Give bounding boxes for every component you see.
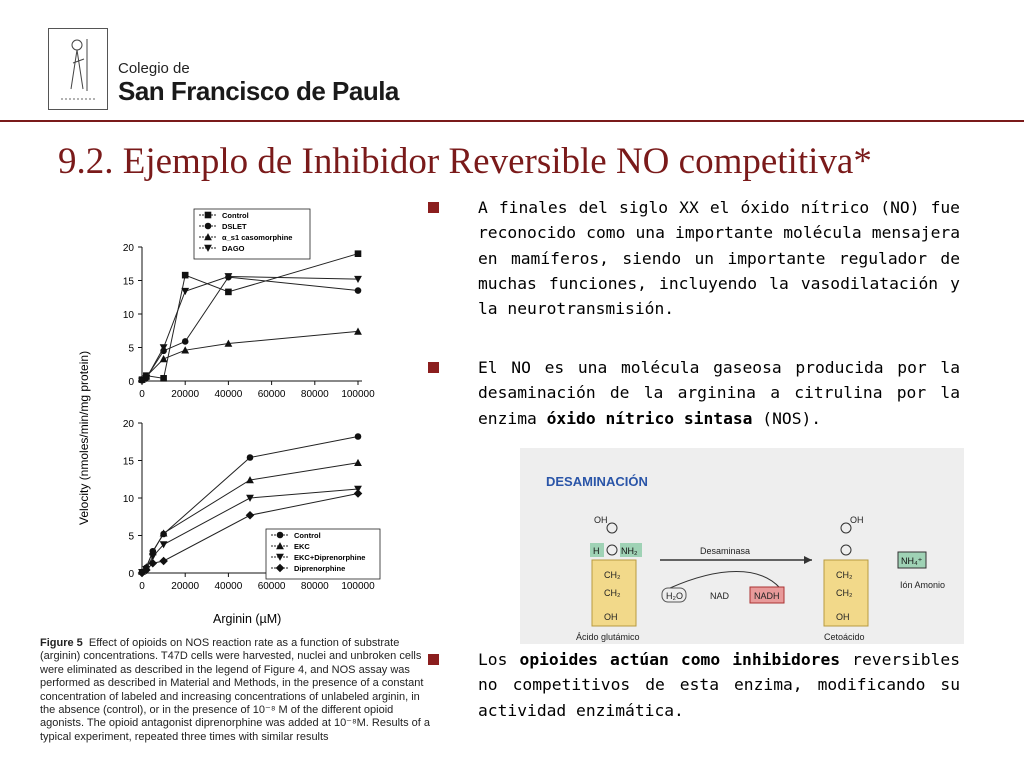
y-tick-label: 0 [128, 377, 134, 388]
y-tick-label: 0 [128, 569, 134, 580]
caption-text: Effect of opioids on NOS reaction rate as a function of substrate (arginin) concentrations. T47D cells were harvested, nuclei and unbroken cells were eliminated as described in the legend of Figure 4, and NOS assay was performed as described in Material and Methods, in the presence of a constant concentration of labeled and increasing concentrations of unlabeled arginin, in the absence (control), or in the presence of 10⁻⁸ M of the different opioid agonists. The opioid antagonist diprenorphine was added at 10⁻⁸M. Results of a typical experiment, repeated three times with similar results [40, 637, 430, 743]
bullet-square-icon [428, 202, 439, 213]
x-tick-label: 40000 [214, 389, 243, 400]
substrate-ch2-label: CH₂ [604, 570, 621, 580]
bullet-text-bold: opioides actúan como inhibidores [519, 650, 841, 669]
series-line [142, 331, 358, 379]
data-point [205, 212, 212, 219]
x-tick-label: 60000 [257, 581, 286, 592]
nad-label: NAD [710, 591, 730, 601]
logo-text-main: San Francisco de Paula [118, 76, 399, 106]
water-label: H₂O [666, 591, 683, 601]
diagram-title: DESAMINACIÓN [546, 474, 648, 489]
substrate-oh-label: OH [594, 515, 608, 525]
substrate-oh-label: OH [604, 612, 618, 622]
bullet-text-part: El NO es una molécula gaseosa producida por la desaminación de la arginina a citrulina por la enzima [478, 358, 960, 428]
y-axis-label: Velocity (nmoles/min/mg protein) [77, 350, 91, 525]
caption-label: Figure 5 [40, 637, 83, 649]
y-tick-label: 10 [122, 494, 134, 505]
y-tick-label: 20 [122, 243, 134, 254]
legend-label: Control [294, 531, 321, 540]
deamination-diagram [520, 448, 964, 644]
legend-label: EKC [294, 542, 310, 551]
x-axis-label: Arginin (µM) [213, 612, 282, 626]
data-point [354, 328, 362, 335]
opioid-nos-figure [38, 195, 418, 635]
data-point [182, 272, 189, 279]
data-point [247, 454, 254, 461]
data-point [160, 375, 167, 382]
product-oh-label: OH [850, 515, 864, 525]
data-point [355, 433, 362, 440]
legend-label: α_s1 casomorphine [222, 233, 293, 242]
x-tick-label: 40000 [214, 581, 243, 592]
nadh-label: NADH [754, 591, 780, 601]
data-point [182, 338, 189, 345]
legend-label: EKC+Diprenorphine [294, 553, 366, 562]
y-tick-label: 20 [122, 419, 134, 430]
chart-bottom [123, 419, 380, 592]
chart-legend [194, 209, 310, 259]
chart-top [123, 209, 375, 400]
x-tick-label: 100000 [341, 389, 375, 400]
bullet-square-icon [428, 654, 439, 665]
bullet-text: A finales del siglo XX el óxido nítrico (NO) fue reconocido como una importante molécula mensajera en mamíferos, siendo un importante regulador de muchas funciones, incluyendo la vasodilatación y la neurotransmisión. [478, 198, 960, 319]
data-point [205, 223, 212, 230]
data-point [160, 355, 168, 362]
substrate-h-label: H [593, 546, 600, 556]
data-point [225, 289, 232, 296]
bullet-text-part: Los [478, 650, 520, 669]
axis-line [142, 247, 362, 381]
college-logo [48, 28, 108, 110]
bullet-item [428, 195, 960, 321]
header-divider [0, 120, 1024, 122]
product-ch2-label: CH₂ [836, 570, 853, 580]
product-ch2-label: CH₂ [836, 588, 853, 598]
slide-title: 9.2. Ejemplo de Inhibidor Reversible NO competitiva* [58, 141, 872, 182]
bullet-square-icon [428, 362, 439, 373]
bullet-item [428, 355, 960, 431]
data-point [354, 489, 363, 498]
legend-label: Diprenorphine [294, 564, 346, 573]
y-tick-label: 5 [128, 531, 134, 543]
bullet-text [478, 355, 960, 431]
series-line [142, 254, 358, 380]
data-point [354, 459, 362, 466]
data-point [246, 495, 254, 502]
x-tick-label: 80000 [300, 581, 329, 592]
product-name: Cetoácido [824, 632, 865, 642]
bullet-text [478, 647, 960, 723]
data-point [355, 287, 362, 294]
data-point [159, 557, 168, 566]
x-tick-label: 20000 [171, 389, 200, 400]
ammonium-name: Ión Amonio [900, 580, 946, 590]
figure-caption [40, 637, 430, 744]
data-point [181, 288, 189, 295]
chart-legend [266, 529, 380, 579]
bullet-text-part: (NOS). [752, 408, 822, 428]
y-tick-label: 15 [122, 276, 134, 288]
saint-figure-icon [49, 29, 107, 109]
data-point [246, 511, 255, 520]
substrate-ch2-label: CH₂ [604, 588, 621, 598]
data-point [277, 532, 284, 539]
x-tick-label: 20000 [171, 581, 200, 592]
data-point [355, 250, 362, 257]
legend-label: Control [222, 211, 249, 220]
substrate-nh2-label: NH₂ [621, 546, 638, 556]
legend-label: DAGO [222, 244, 245, 253]
substrate-name: Ácido glutámico [576, 632, 640, 642]
logo-text-top: Colegio de [118, 60, 190, 77]
y-tick-label: 10 [122, 310, 134, 321]
ammonium-label: NH₄⁺ [901, 556, 923, 566]
bullet-text-part: reversibles no competitivos de esta enzima, modificando su actividad enzimática. [478, 650, 960, 720]
bullet-item [428, 647, 960, 723]
x-tick-label: 0 [139, 581, 145, 592]
bullet-text-bold: óxido nítrico sintasa [546, 408, 753, 428]
y-tick-label: 5 [128, 343, 134, 355]
x-tick-label: 60000 [257, 389, 286, 400]
x-tick-label: 100000 [341, 581, 375, 592]
enzyme-label: Desaminasa [700, 546, 751, 556]
x-tick-label: 80000 [300, 389, 329, 400]
product-oh-label: OH [836, 612, 850, 622]
legend-label: DSLET [222, 222, 247, 231]
y-tick-label: 15 [122, 456, 134, 468]
x-tick-label: 0 [139, 389, 145, 400]
